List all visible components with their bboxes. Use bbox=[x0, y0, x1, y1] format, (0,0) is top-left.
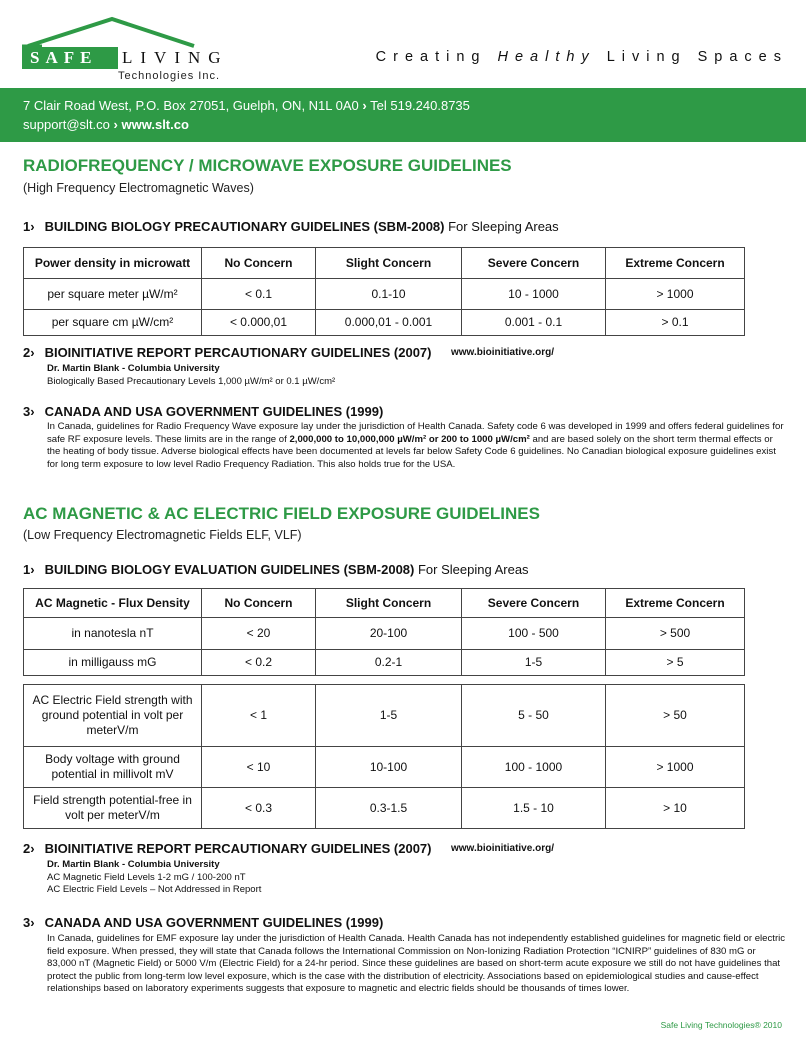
table-cell: < 0.000,01 bbox=[202, 310, 316, 335]
table-header-cell: Slight Concern bbox=[316, 589, 462, 618]
rf-guidelines-table bbox=[23, 247, 745, 336]
table-cell: 0.3-1.5 bbox=[316, 788, 462, 828]
ac-magnetic-table bbox=[23, 588, 745, 676]
table-cell: 0.1-10 bbox=[316, 279, 462, 310]
table-cell: > 50 bbox=[606, 685, 744, 747]
table-cell: per square cm µW/cm² bbox=[24, 310, 202, 335]
table-header-cell: AC Magnetic - Flux Density bbox=[24, 589, 202, 618]
table-header-row bbox=[24, 589, 744, 618]
rf-subtitle: (High Frequency Electromagnetic Waves) bbox=[23, 181, 254, 195]
table-cell: < 0.2 bbox=[202, 650, 316, 675]
magnetic-levels: AC Magnetic Field Levels 1-2 mG / 100-200 nT bbox=[47, 871, 246, 883]
table-cell: 1.5 - 10 bbox=[462, 788, 606, 828]
author-line: Dr. Martin Blank - Columbia University bbox=[47, 363, 220, 374]
email-link[interactable]: support@slt.co bbox=[23, 117, 110, 132]
table-header-row bbox=[24, 248, 744, 279]
tagline: Creating Healthy Living Spaces bbox=[375, 49, 788, 65]
table-header-cell: Severe Concern bbox=[462, 589, 606, 618]
rf-section-3-heading: 3› CANADA AND USA GOVERNMENT GUIDELINES (1999) bbox=[23, 404, 384, 419]
phone: Tel 519.240.8735 bbox=[370, 98, 470, 113]
roof-logo-icon bbox=[22, 16, 262, 48]
ac-title: AC MAGNETIC & AC ELECTRIC FIELD EXPOSURE GUIDELINES bbox=[23, 504, 540, 523]
table-cell: per square meter µW/m² bbox=[24, 279, 202, 310]
table-header-cell: Extreme Concern bbox=[606, 589, 744, 618]
contact-line bbox=[23, 117, 189, 132]
website-link[interactable]: www.slt.co bbox=[121, 117, 189, 132]
table-cell: 10 - 1000 bbox=[462, 279, 606, 310]
table-cell: 0.2-1 bbox=[316, 650, 462, 675]
table-header-cell: Extreme Concern bbox=[606, 248, 744, 279]
logo-subtitle: Technologies Inc. bbox=[118, 70, 220, 82]
rf-section-2-body bbox=[47, 363, 335, 388]
ac-subtitle: (Low Frequency Electromagnetic Fields ELF, VLF) bbox=[23, 528, 302, 542]
company-logo bbox=[22, 16, 262, 86]
table-header-cell: Severe Concern bbox=[462, 248, 606, 279]
address-line bbox=[23, 98, 470, 113]
table-cell: > 500 bbox=[606, 618, 744, 650]
electric-levels: AC Electric Field Levels – Not Addressed in Report bbox=[47, 884, 262, 895]
table-cell: > 1000 bbox=[606, 747, 744, 788]
table-cell: > 0.1 bbox=[661, 315, 689, 329]
table-cell: > 1000 bbox=[606, 279, 744, 310]
table-row bbox=[24, 650, 744, 675]
logo-wordmark-living: LIVING bbox=[122, 48, 229, 67]
table-cell: 0.000,01 - 0.001 bbox=[316, 310, 462, 335]
arrow-icon: › bbox=[362, 98, 367, 113]
table-cell: 100 - 500 bbox=[462, 618, 606, 650]
table-header-cell: Power density in microwatt bbox=[24, 248, 202, 279]
table-cell: in nanotesla nT bbox=[24, 618, 202, 650]
address: 7 Clair Road West, P.O. Box 27051, Guelph, ON, N1L 0A0 bbox=[23, 98, 359, 113]
bioinitiative-link[interactable]: www.bioinitiative.org/ bbox=[451, 347, 554, 358]
table-cell: < 10 bbox=[202, 747, 316, 788]
table-cell: < 0.1 bbox=[202, 279, 316, 310]
table-header-cell: Slight Concern bbox=[316, 248, 462, 279]
table-row bbox=[24, 279, 744, 310]
table-cell: 10-100 bbox=[316, 747, 462, 788]
rf-section-2-heading: 2› BIOINITIATIVE REPORT PERCAUTIONARY GUIDELINES (2007) bbox=[23, 345, 432, 360]
table-cell: 5 - 50 bbox=[462, 685, 606, 747]
author-line: Dr. Martin Blank - Columbia University bbox=[47, 859, 220, 870]
logo-wordmark-safe: SAFE bbox=[22, 47, 118, 69]
table-cell: in milligauss mG bbox=[24, 650, 202, 675]
ac-section-3-paragraph: In Canada, guidelines for EMF exposure lay under the jurisdiction of Health Canada. Health Canada has not independently established guidelines for magnetic field or electric field exposure. When pressed, they will state that Canada follows the International Commission on Non-Ionizing Radiation Protection “ICNIRP” guidelines of 830 mG or 83,000 nT (Magnetic Field) or 5000 V/m (Electric Field) for a 24-hr period. Since these guidelines are based on short-term acute exposure we still do not have guidelines that protect the public from long-term low level exposure, which is the case with the distribution of electricity. Associations based on epidemiological studies and cause-effect relationships based on laboratory experiments suggests that exposure to magnetic and electric fields should be thousands of times lower. bbox=[47, 933, 786, 995]
table-header-cell: No Concern bbox=[202, 589, 316, 618]
table-cell: 20-100 bbox=[316, 618, 462, 650]
table-cell: 0.001 - 0.1 bbox=[462, 310, 606, 335]
ac-electric-table bbox=[23, 684, 745, 829]
table-cell: Body voltage with ground potential in millivolt mV bbox=[24, 747, 202, 788]
table-cell: < 0.3 bbox=[202, 788, 316, 828]
table-cell: > 10 bbox=[663, 800, 687, 815]
ac-section-2-heading: 2› BIOINITIATIVE REPORT PERCAUTIONARY GUIDELINES (2007) bbox=[23, 841, 432, 856]
ac-section-2-body bbox=[47, 859, 261, 897]
table-row bbox=[24, 685, 744, 747]
footer-copyright: Safe Living Technologies® 2010 bbox=[660, 1020, 782, 1030]
table-cell: > 5 bbox=[666, 655, 684, 669]
table-cell: < 20 bbox=[202, 618, 316, 650]
table-header-cell: No Concern bbox=[202, 248, 316, 279]
rf-section-1-heading: 1› BUILDING BIOLOGY PRECAUTIONARY GUIDELINES (SBM-2008) For Sleeping Areas bbox=[23, 219, 559, 234]
table-row bbox=[24, 618, 744, 650]
table-cell: < 1 bbox=[202, 685, 316, 747]
table-cell: 100 - 1000 bbox=[462, 747, 606, 788]
table-cell: 1-5 bbox=[462, 650, 606, 675]
rf-title: RADIOFREQUENCY / MICROWAVE EXPOSURE GUIDELINES bbox=[23, 156, 512, 175]
bioinitiative-link[interactable]: www.bioinitiative.org/ bbox=[451, 843, 554, 854]
table-row bbox=[24, 788, 744, 828]
rf-section-3-paragraph: In Canada, guidelines for Radio Frequency Wave exposure lay under the jurisdiction of Health Canada. Safety code 6 was developed in 1999 and offers federal guidelines for safe RF exposure levels. These limits are in the range of 2,000,000 to 10,000,000 µW/m² or 200 to 1000 µW/cm² and are based solely on the short term thermal effects or the heating of body tissue. Adverse biological effects have been documented at levels far below Safety Code 6 guidelines. No Canadian biological exposure guidelines exist for long term exposure to low level Radio Frequency Radiation. This also holds true for the USA. bbox=[47, 421, 784, 470]
ac-section-1-heading: 1› BUILDING BIOLOGY EVALUATION GUIDELINES (SBM-2008) For Sleeping Areas bbox=[23, 562, 529, 577]
ac-section-3-heading: 3› CANADA AND USA GOVERNMENT GUIDELINES (1999) bbox=[23, 915, 384, 930]
table-cell: 1-5 bbox=[316, 685, 462, 747]
table-row bbox=[24, 747, 744, 788]
table-cell: Field strength potential-free in volt per meterV/m bbox=[24, 788, 202, 828]
contact-banner bbox=[0, 88, 806, 142]
arrow-icon: › bbox=[113, 117, 118, 132]
table-cell: AC Electric Field strength with ground potential in volt per meterV/m bbox=[24, 685, 202, 747]
table-row bbox=[24, 310, 744, 335]
precaution-levels: Biologically Based Precautionary Levels 1,000 µW/m² or 0.1 µW/cm² bbox=[47, 375, 336, 387]
